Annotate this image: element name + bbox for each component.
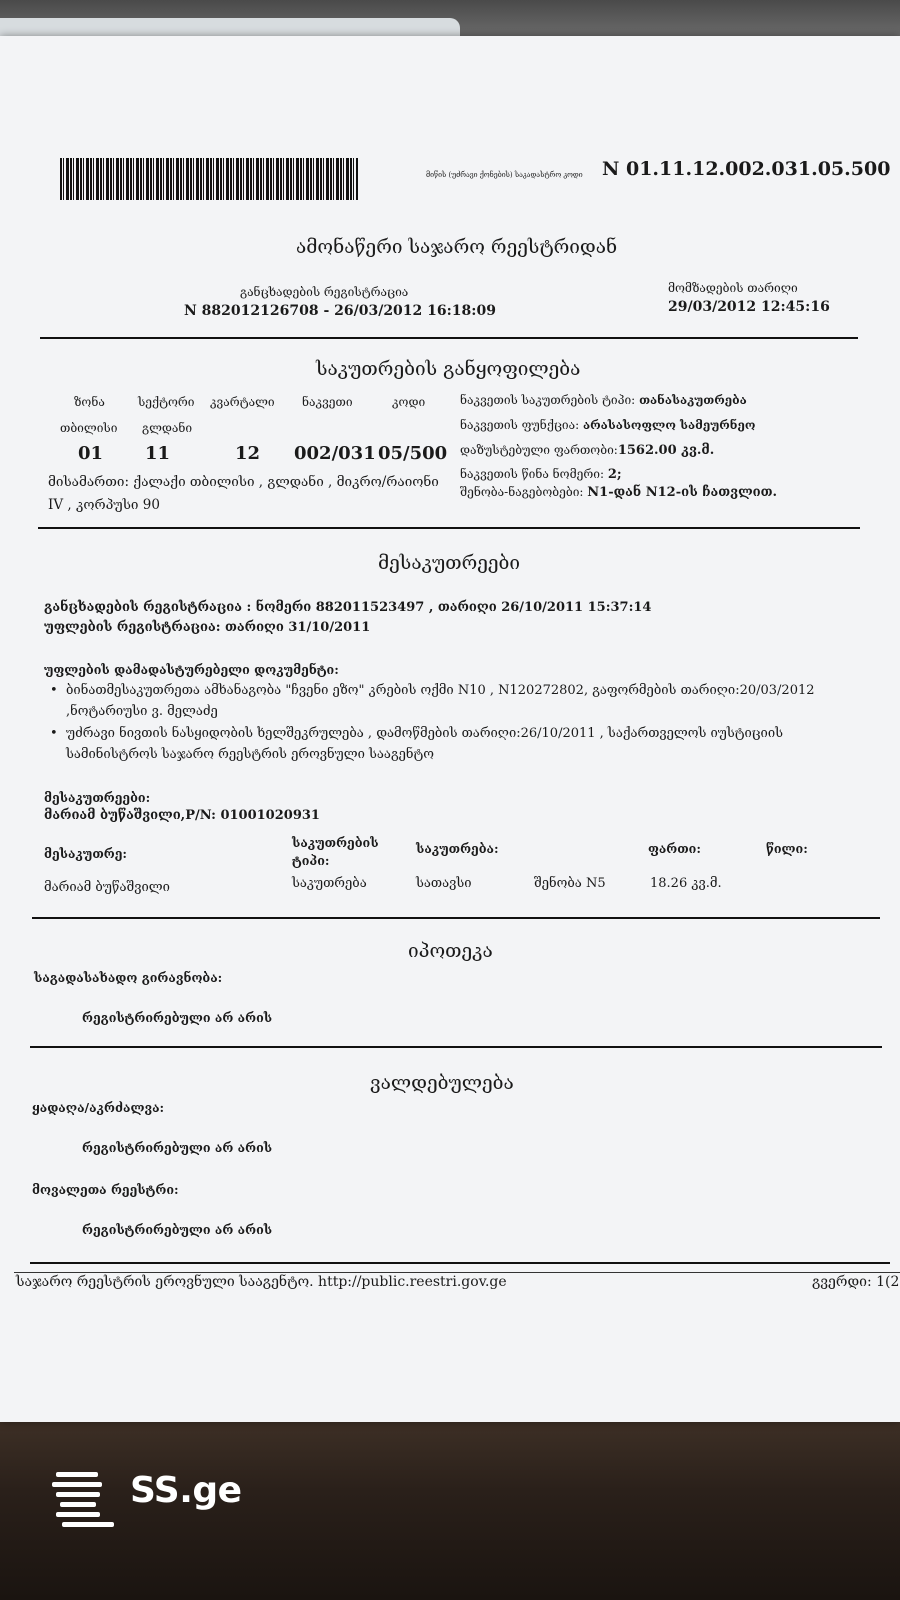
- seizure-value: რეგისტრირებული არ არის: [82, 1140, 273, 1155]
- property-section-title: საკუთრების განყოფილება: [316, 358, 581, 380]
- obligation-section-title: ვალდებულება: [370, 1072, 514, 1094]
- documents-label: უფლების დამადასტურებელი დოკუმენტი:: [44, 662, 339, 677]
- owners-label: მესაკუთრეები:: [44, 790, 151, 805]
- sector-number: 11: [145, 443, 171, 464]
- col-quarter: კვარტალი: [210, 395, 275, 409]
- divider: [40, 337, 858, 339]
- row-ownership-type: საკუთრება: [292, 876, 367, 891]
- previous-number-label: ნაკვეთის წინა ნომერი:: [460, 467, 604, 481]
- buildings-value: N1-დან N12-ის ჩათვლით.: [587, 485, 778, 500]
- row-building: შენობა N5: [534, 876, 606, 891]
- table-header-property: საკუთრება:: [416, 841, 499, 856]
- application-registration-value: N 882012126708 - 26/03/2012 16:18:09: [184, 303, 496, 319]
- row-owner: მარიამ ბუწაშვილი: [44, 880, 170, 895]
- zone-number: 01: [78, 443, 104, 464]
- parcel-number: 002/031: [294, 443, 376, 464]
- application-registration-label: განცხადების რეგისტრაცია: [240, 285, 409, 299]
- table-header-owner: მესაკუთრე:: [44, 846, 128, 861]
- document-title: ამონაწერი საჯარო რეესტრიდან: [296, 236, 618, 258]
- previous-number-value: 2;: [607, 467, 622, 482]
- divider: [38, 527, 860, 529]
- ownership-type-label: ნაკვეთის საკუთრების ტიპი:: [460, 393, 636, 407]
- footer-page-number: გვერდი: 1(2: [812, 1274, 900, 1290]
- table-header-area: ფართი:: [648, 841, 701, 856]
- sector-name: გლდანი: [142, 421, 193, 435]
- col-zone: ზონა: [74, 395, 105, 409]
- document-2-line-2: სამინისტროს საჯარო რეესტრის ეროვნული სააგენტო: [66, 747, 434, 762]
- tax-lien-label: საგადასახადო გირავნობა:: [34, 970, 223, 985]
- cadastral-code: N 01.11.12.002.031.05.500: [602, 158, 891, 180]
- address-line-2: IV , კორპუსი 90: [48, 497, 160, 513]
- ss-logo-text: SS.ge: [130, 1470, 242, 1511]
- row-area: 18.26 კვ.მ.: [650, 876, 722, 891]
- zone-name: თბილისი: [60, 421, 118, 435]
- owners-application-registration: განცხადების რეგისტრაცია : ნომერი 882011523497 , თარიღი 26/10/2011 15:37:14: [44, 600, 652, 615]
- document-1-line-2: ,ნოტარიუსი ვ. მელაძე: [66, 704, 218, 719]
- footer-agency: საჯარო რეესტრის ეროვნული სააგენტო. http://public.reestri.gov.ge: [16, 1274, 507, 1290]
- owners-right-registration: უფლების რეგისტრაცია: თარიღი 31/10/2011: [44, 620, 371, 635]
- area-value: 1562.00 კვ.მ.: [617, 443, 715, 458]
- debtors-registry-value: რეგისტრირებული არ არის: [82, 1222, 273, 1237]
- buildings-label: შენობა-ნაგებობები:: [460, 485, 584, 499]
- divider: [30, 1046, 882, 1048]
- barcode: [60, 158, 358, 200]
- footer-rule: [14, 1272, 900, 1273]
- col-parcel: ნაკვეთი: [302, 395, 353, 409]
- col-sector: სექტორი: [138, 395, 195, 409]
- prepared-date-value: 29/03/2012 12:45:16: [668, 299, 830, 315]
- table-header-share: წილი:: [766, 841, 808, 856]
- divider: [32, 917, 880, 919]
- col-code: კოდი: [392, 395, 426, 409]
- quarter-number: 12: [235, 443, 261, 464]
- tax-lien-value: რეგისტრირებული არ არის: [82, 1010, 273, 1025]
- debtors-registry-label: მოვალეთა რეესტრი:: [32, 1182, 179, 1197]
- cadastral-code-label: მიწის (უძრავი ქონების) საკადასტრო კოდი: [426, 171, 583, 179]
- row-property: სათავსი: [416, 876, 472, 891]
- parcel-function-value: არასასოფლო სამეურნეო: [583, 418, 756, 432]
- mortgage-section-title: იპოთეკა: [408, 940, 493, 962]
- seizure-label: ყადაღა/აკრძალვა:: [32, 1100, 165, 1115]
- prepared-date-label: მომზადების თარიღი: [668, 281, 798, 295]
- ownership-type-value: თანასაკუთრება: [639, 393, 747, 407]
- document-1-line-1: • ბინათმესაკუთრეთა ამხანაგობა "ჩვენი ეზო" კრების ოქმი N10 , N120272802, გაფორმების თარიღი:20/03/2012: [66, 683, 815, 698]
- divider: [30, 1262, 890, 1264]
- table-header-type-2: ტიპი:: [292, 853, 330, 868]
- owners-section-title: მესაკუთრეები: [378, 552, 521, 574]
- address-line-1: მისამართი: ქალაქი თბილისი , გლდანი , მიკრო/რაიონი: [48, 474, 439, 490]
- parcel-function-label: ნაკვეთის ფუნქცია:: [460, 418, 580, 432]
- code-number: 05/500: [378, 443, 448, 464]
- owners-value: მარიამ ბუწაშვილი,P/N: 01001020931: [44, 808, 320, 823]
- area-label: დაზუსტებული ფართობი:: [460, 443, 618, 457]
- table-header-type-1: საკუთრების: [292, 835, 379, 850]
- document-2-line-1: • უძრავი ნივთის ნასყიდობის ხელშეკრულება , დამოწმების თარიღი:26/10/2011 , საქართველოს იუსტიციის: [66, 726, 783, 741]
